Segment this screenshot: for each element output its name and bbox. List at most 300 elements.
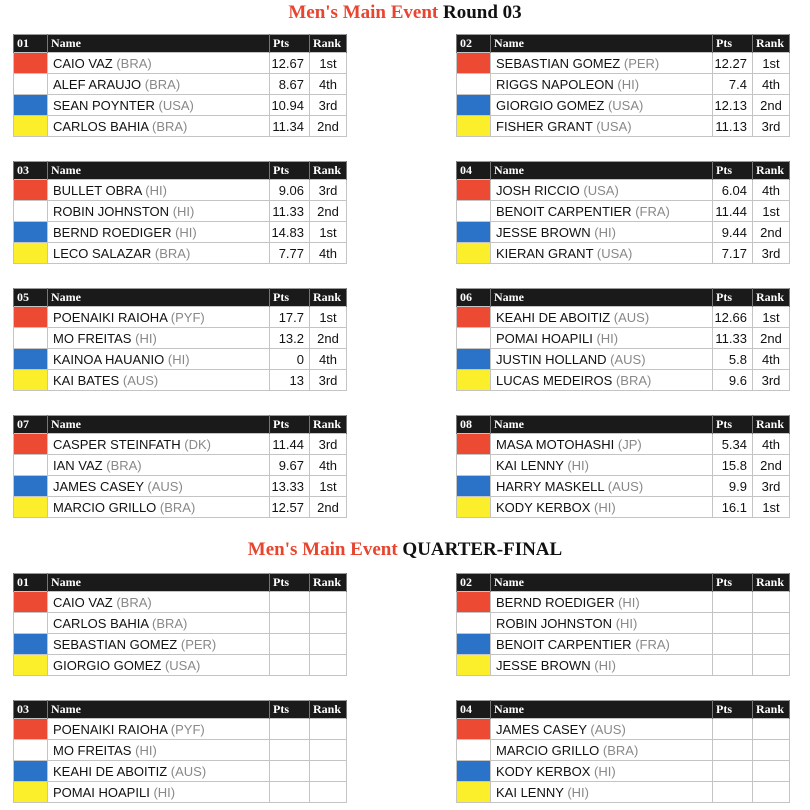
surfer-name-cell bbox=[491, 116, 713, 137]
surfer-points bbox=[713, 782, 753, 803]
surfer-row bbox=[457, 201, 790, 222]
surfer-country: (USA) bbox=[164, 657, 201, 673]
surfer-name: JOSH RICCIO bbox=[496, 182, 580, 198]
surfer-rank: 2nd bbox=[753, 222, 790, 243]
pts-column-header: Pts bbox=[713, 416, 753, 434]
surfer-name-cell bbox=[48, 53, 270, 74]
surfer-name: SEBASTIAN GOMEZ bbox=[496, 55, 621, 71]
pts-column-header: Pts bbox=[270, 416, 310, 434]
jersey-color-swatch bbox=[14, 634, 48, 655]
jersey-color-swatch bbox=[14, 74, 48, 95]
surfer-name: RIGGS NAPOLEON bbox=[496, 76, 614, 92]
surfer-row bbox=[457, 370, 790, 391]
jersey-color-swatch bbox=[457, 116, 491, 137]
jersey-color-swatch bbox=[457, 761, 491, 782]
surfer-name-cell bbox=[491, 53, 713, 74]
surfer-rank: 4th bbox=[310, 349, 347, 370]
surfer-name-cell bbox=[491, 95, 713, 116]
name-column-header: Name bbox=[48, 574, 270, 592]
surfer-points: 9.67 bbox=[270, 455, 310, 476]
heat-table bbox=[456, 161, 790, 264]
pts-column-header: Pts bbox=[270, 289, 310, 307]
rank-column-header: Rank bbox=[753, 416, 790, 434]
surfer-rank: 3rd bbox=[310, 95, 347, 116]
surfer-country: (PER) bbox=[180, 636, 217, 652]
heat-table bbox=[456, 573, 790, 676]
surfer-name-cell bbox=[48, 497, 270, 518]
rank-column-header: Rank bbox=[310, 162, 347, 180]
surfer-rank bbox=[753, 782, 790, 803]
heat-number: 05 bbox=[14, 289, 48, 307]
jersey-color-swatch bbox=[14, 782, 48, 803]
surfer-rank: 1st bbox=[753, 201, 790, 222]
heat-header-row bbox=[457, 289, 790, 307]
surfer-name: CASPER STEINFATH bbox=[53, 436, 181, 452]
surfer-name: LUCAS MEDEIROS bbox=[496, 372, 613, 388]
surfer-country: (FRA) bbox=[635, 203, 670, 219]
surfer-row bbox=[457, 592, 790, 613]
surfer-name: POMAI HOAPILI bbox=[53, 784, 150, 800]
surfer-rank bbox=[310, 613, 347, 634]
jersey-color-swatch bbox=[457, 476, 491, 497]
heat-number: 03 bbox=[14, 701, 48, 719]
surfer-country: (HI) bbox=[594, 657, 616, 673]
surfer-points: 11.13 bbox=[713, 116, 753, 137]
surfer-points bbox=[270, 761, 310, 782]
jersey-color-swatch bbox=[14, 719, 48, 740]
surfer-rank bbox=[753, 613, 790, 634]
jersey-color-swatch bbox=[457, 497, 491, 518]
surfer-row bbox=[457, 349, 790, 370]
surfer-row bbox=[14, 634, 347, 655]
surfer-name-cell bbox=[48, 349, 270, 370]
surfer-name: ROBIN JOHNSTON bbox=[496, 615, 613, 631]
surfer-name: MARCIO GRILLO bbox=[496, 742, 600, 758]
rank-column-header: Rank bbox=[753, 574, 790, 592]
heat-number: 01 bbox=[14, 35, 48, 53]
heat-table bbox=[456, 288, 790, 391]
heat-header-row bbox=[14, 416, 347, 434]
surfer-row bbox=[14, 592, 347, 613]
surfer-points bbox=[713, 634, 753, 655]
surfer-name-cell bbox=[491, 243, 713, 264]
surfer-points: 12.13 bbox=[713, 95, 753, 116]
heat-header-row bbox=[14, 574, 347, 592]
surfer-points: 14.83 bbox=[270, 222, 310, 243]
surfer-name-cell bbox=[491, 740, 713, 761]
name-column-header: Name bbox=[491, 416, 713, 434]
heat-table bbox=[13, 161, 347, 264]
heat-header-row bbox=[14, 162, 347, 180]
surfer-country: (HI) bbox=[567, 784, 589, 800]
surfer-rank: 3rd bbox=[753, 243, 790, 264]
surfer-name: IAN VAZ bbox=[53, 457, 103, 473]
rank-column-header: Rank bbox=[310, 701, 347, 719]
surfer-row bbox=[457, 116, 790, 137]
surfer-name: JAMES CASEY bbox=[496, 721, 587, 737]
quarter-final-title-event: Men's Main Event bbox=[247, 539, 398, 560]
surfer-country: (BRA) bbox=[602, 742, 639, 758]
surfer-name: GIORGIO GOMEZ bbox=[496, 97, 605, 113]
surfer-points: 11.44 bbox=[270, 434, 310, 455]
pts-column-header: Pts bbox=[713, 701, 753, 719]
jersey-color-swatch bbox=[457, 349, 491, 370]
surfer-points: 11.34 bbox=[270, 116, 310, 137]
pts-column-header: Pts bbox=[713, 35, 753, 53]
surfer-country: (BRA) bbox=[152, 118, 188, 134]
surfer-points: 7.17 bbox=[713, 243, 753, 264]
surfer-country: (AUS) bbox=[122, 372, 159, 388]
surfer-name: KAINOA HAUANIO bbox=[53, 351, 165, 367]
surfer-rank bbox=[753, 655, 790, 676]
jersey-color-swatch bbox=[457, 782, 491, 803]
surfer-row bbox=[457, 328, 790, 349]
surfer-country: (BRA) bbox=[159, 499, 196, 515]
surfer-rank bbox=[753, 740, 790, 761]
jersey-color-swatch bbox=[457, 180, 491, 201]
surfer-points: 7.4 bbox=[713, 74, 753, 95]
surfer-name: BERND ROEDIGER bbox=[496, 594, 615, 610]
heat-table bbox=[13, 288, 347, 391]
surfer-points: 8.67 bbox=[270, 74, 310, 95]
surfer-name-cell bbox=[491, 497, 713, 518]
surfer-rank: 4th bbox=[753, 74, 790, 95]
surfer-country: (HI) bbox=[618, 594, 640, 610]
heat-number: 03 bbox=[14, 162, 48, 180]
surfer-name-cell bbox=[491, 455, 713, 476]
name-column-header: Name bbox=[491, 35, 713, 53]
surfer-name: BERND ROEDIGER bbox=[53, 224, 172, 240]
surfer-row bbox=[14, 497, 347, 518]
surfer-row bbox=[457, 634, 790, 655]
surfer-row bbox=[457, 476, 790, 497]
surfer-name-cell bbox=[48, 243, 270, 264]
surfer-points: 5.34 bbox=[713, 434, 753, 455]
surfer-row bbox=[14, 180, 347, 201]
surfer-name-cell bbox=[491, 328, 713, 349]
surfer-row bbox=[14, 476, 347, 497]
surfer-country: (BRA) bbox=[116, 55, 152, 71]
surfer-country: (HI) bbox=[594, 499, 616, 515]
surfer-country: (BRA) bbox=[116, 594, 152, 610]
surfer-row bbox=[457, 434, 790, 455]
surfer-row bbox=[457, 74, 790, 95]
rank-column-header: Rank bbox=[753, 289, 790, 307]
surfer-name-cell bbox=[491, 222, 713, 243]
surfer-rank bbox=[310, 634, 347, 655]
surfer-country: (BRA) bbox=[144, 76, 181, 92]
surfer-rank: 4th bbox=[310, 74, 347, 95]
surfer-country: (HI) bbox=[172, 203, 195, 219]
surfer-country: (HI) bbox=[594, 763, 616, 779]
surfer-row bbox=[14, 307, 347, 328]
surfer-name-cell bbox=[491, 761, 713, 782]
surfer-country: (AUS) bbox=[170, 763, 207, 779]
surfer-name: BENOIT CARPENTIER bbox=[496, 636, 632, 652]
surfer-rank: 4th bbox=[310, 455, 347, 476]
surfer-name-cell bbox=[48, 95, 270, 116]
jersey-color-swatch bbox=[457, 74, 491, 95]
surfer-row bbox=[14, 434, 347, 455]
surfer-row bbox=[14, 53, 347, 74]
surfer-row bbox=[457, 95, 790, 116]
surfer-country: (HI) bbox=[153, 784, 176, 800]
surfer-country: (HI) bbox=[615, 615, 638, 631]
name-column-header: Name bbox=[48, 701, 270, 719]
surfer-points: 9.9 bbox=[713, 476, 753, 497]
surfer-name-cell bbox=[491, 307, 713, 328]
heat-header-row bbox=[457, 35, 790, 53]
jersey-color-swatch bbox=[457, 370, 491, 391]
jersey-color-swatch bbox=[457, 95, 491, 116]
surfer-name-cell bbox=[491, 180, 713, 201]
surfer-row bbox=[457, 180, 790, 201]
heat-table bbox=[456, 700, 790, 803]
jersey-color-swatch bbox=[14, 434, 48, 455]
surfer-name: KAI BATES bbox=[53, 372, 120, 388]
name-column-header: Name bbox=[491, 289, 713, 307]
surfer-country: (AUS) bbox=[613, 309, 650, 325]
quarter-final-title bbox=[0, 539, 810, 561]
surfer-name-cell bbox=[48, 761, 270, 782]
surfer-name: MO FREITAS bbox=[53, 742, 132, 758]
jersey-color-swatch bbox=[14, 328, 48, 349]
jersey-color-swatch bbox=[14, 243, 48, 264]
surfer-name: KEAHI DE ABOITIZ bbox=[53, 763, 168, 779]
surfer-rank bbox=[753, 761, 790, 782]
surfer-points: 15.8 bbox=[713, 455, 753, 476]
surfer-country: (USA) bbox=[583, 182, 619, 198]
heat-number: 02 bbox=[457, 574, 491, 592]
jersey-color-swatch bbox=[14, 497, 48, 518]
surfer-rank: 1st bbox=[753, 53, 790, 74]
surfer-country: (HI) bbox=[145, 182, 167, 198]
surfer-name: JESSE BROWN bbox=[496, 224, 591, 240]
surfer-row bbox=[14, 74, 347, 95]
jersey-color-swatch bbox=[14, 761, 48, 782]
surfer-country: (PER) bbox=[623, 55, 660, 71]
surfer-row bbox=[457, 613, 790, 634]
surfer-points bbox=[270, 613, 310, 634]
jersey-color-swatch bbox=[457, 740, 491, 761]
rank-column-header: Rank bbox=[753, 701, 790, 719]
jersey-color-swatch bbox=[14, 655, 48, 676]
jersey-color-swatch bbox=[14, 455, 48, 476]
pts-column-header: Pts bbox=[713, 574, 753, 592]
jersey-color-swatch bbox=[457, 328, 491, 349]
surfer-name: KODY KERBOX bbox=[496, 763, 591, 779]
surfer-rank: 1st bbox=[310, 307, 347, 328]
surfer-name-cell bbox=[491, 613, 713, 634]
surfer-name: MO FREITAS bbox=[53, 330, 132, 346]
jersey-color-swatch bbox=[457, 655, 491, 676]
surfer-rank: 3rd bbox=[753, 116, 790, 137]
surfer-points: 12.67 bbox=[270, 53, 310, 74]
surfer-name-cell bbox=[48, 307, 270, 328]
surfer-country: (AUS) bbox=[610, 351, 646, 367]
surfer-country: (AUS) bbox=[607, 478, 644, 494]
surfer-name-cell bbox=[491, 634, 713, 655]
surfer-points: 5.8 bbox=[713, 349, 753, 370]
jersey-color-swatch bbox=[14, 370, 48, 391]
surfer-country: (AUS) bbox=[590, 721, 626, 737]
quarter-final-title-stage: QUARTER-FINAL bbox=[402, 539, 563, 560]
jersey-color-swatch bbox=[457, 53, 491, 74]
heat-header-row bbox=[457, 574, 790, 592]
heat-table bbox=[13, 700, 347, 803]
surfer-row bbox=[14, 95, 347, 116]
surfer-points bbox=[270, 782, 310, 803]
name-column-header: Name bbox=[48, 416, 270, 434]
surfer-name-cell bbox=[48, 74, 270, 95]
jersey-color-swatch bbox=[457, 719, 491, 740]
surfer-name: SEBASTIAN GOMEZ bbox=[53, 636, 178, 652]
surfer-rank: 2nd bbox=[310, 328, 347, 349]
surfer-rank bbox=[310, 592, 347, 613]
jersey-color-swatch bbox=[14, 95, 48, 116]
surfer-name: KIERAN GRANT bbox=[496, 245, 594, 261]
jersey-color-swatch bbox=[14, 349, 48, 370]
surfer-row bbox=[14, 761, 347, 782]
heat-number: 04 bbox=[457, 162, 491, 180]
surfer-name: KAI LENNY bbox=[496, 784, 564, 800]
name-column-header: Name bbox=[48, 35, 270, 53]
surfer-country: (HI) bbox=[617, 76, 640, 92]
jersey-color-swatch bbox=[14, 613, 48, 634]
surfer-points bbox=[713, 655, 753, 676]
surfer-rank: 3rd bbox=[753, 370, 790, 391]
surfer-name: GIORGIO GOMEZ bbox=[53, 657, 162, 673]
surfer-name: KODY KERBOX bbox=[496, 499, 591, 515]
rank-column-header: Rank bbox=[310, 35, 347, 53]
rank-column-header: Rank bbox=[310, 416, 347, 434]
surfer-points: 12.57 bbox=[270, 497, 310, 518]
surfer-row bbox=[457, 222, 790, 243]
round-title bbox=[0, 2, 810, 24]
surfer-name: ALEF ARAUJO bbox=[53, 76, 142, 92]
surfer-row bbox=[457, 655, 790, 676]
surfer-rank bbox=[310, 719, 347, 740]
jersey-color-swatch bbox=[14, 116, 48, 137]
heat-table bbox=[13, 573, 347, 676]
heat-number: 08 bbox=[457, 416, 491, 434]
surfer-points: 9.6 bbox=[713, 370, 753, 391]
surfer-name: KAI LENNY bbox=[496, 457, 564, 473]
surfer-country: (BRA) bbox=[106, 457, 142, 473]
surfer-name: POMAI HOAPILI bbox=[496, 330, 593, 346]
surfer-country: (BRA) bbox=[152, 615, 188, 631]
surfer-rank: 2nd bbox=[753, 455, 790, 476]
pts-column-header: Pts bbox=[270, 162, 310, 180]
surfer-points bbox=[270, 740, 310, 761]
surfer-name-cell bbox=[491, 370, 713, 391]
surfer-country: (USA) bbox=[596, 118, 632, 134]
surfer-name: CAIO VAZ bbox=[53, 55, 113, 71]
jersey-color-swatch bbox=[457, 201, 491, 222]
surfer-rank: 3rd bbox=[310, 180, 347, 201]
surfer-name-cell bbox=[48, 201, 270, 222]
jersey-color-swatch bbox=[14, 307, 48, 328]
surfer-name-cell bbox=[491, 476, 713, 497]
jersey-color-swatch bbox=[457, 434, 491, 455]
surfer-name: HARRY MASKELL bbox=[496, 478, 605, 494]
surfer-name-cell bbox=[48, 782, 270, 803]
surfer-rank bbox=[310, 740, 347, 761]
surfer-name-cell bbox=[48, 476, 270, 497]
heat-table bbox=[13, 415, 347, 518]
jersey-color-swatch bbox=[457, 307, 491, 328]
surfer-country: (HI) bbox=[596, 330, 619, 346]
jersey-color-swatch bbox=[14, 53, 48, 74]
surfer-country: (JP) bbox=[617, 436, 642, 452]
surfer-row bbox=[457, 719, 790, 740]
heat-header-row bbox=[14, 701, 347, 719]
surfer-name: BENOIT CARPENTIER bbox=[496, 203, 632, 219]
surfer-row bbox=[457, 497, 790, 518]
surfer-name: JESSE BROWN bbox=[496, 657, 591, 673]
jersey-color-swatch bbox=[457, 634, 491, 655]
surfer-rank: 4th bbox=[753, 434, 790, 455]
surfer-row bbox=[14, 740, 347, 761]
surfer-name: FISHER GRANT bbox=[496, 118, 593, 134]
jersey-color-swatch bbox=[457, 243, 491, 264]
surfer-name: POENAIKI RAIOHA bbox=[53, 721, 168, 737]
heat-number: 02 bbox=[457, 35, 491, 53]
surfer-row bbox=[457, 53, 790, 74]
name-column-header: Name bbox=[491, 701, 713, 719]
surfer-rank bbox=[310, 761, 347, 782]
surfer-country: (HI) bbox=[135, 330, 157, 346]
surfer-country: (BRA) bbox=[154, 245, 191, 261]
surfer-name-cell bbox=[491, 719, 713, 740]
surfer-row bbox=[14, 370, 347, 391]
surfer-points: 13.33 bbox=[270, 476, 310, 497]
jersey-color-swatch bbox=[14, 476, 48, 497]
surfer-points: 12.27 bbox=[713, 53, 753, 74]
surfer-name-cell bbox=[48, 592, 270, 613]
rank-column-header: Rank bbox=[753, 162, 790, 180]
surfer-row bbox=[457, 243, 790, 264]
surfer-rank: 1st bbox=[310, 53, 347, 74]
surfer-country: (FRA) bbox=[635, 636, 670, 652]
surfer-row bbox=[457, 307, 790, 328]
surfer-rank: 2nd bbox=[753, 328, 790, 349]
surfer-country: (HI) bbox=[594, 224, 616, 240]
surfer-points bbox=[713, 613, 753, 634]
heat-header-row bbox=[457, 162, 790, 180]
surfer-name-cell bbox=[491, 349, 713, 370]
heat-table bbox=[456, 415, 790, 518]
surfer-name-cell bbox=[48, 613, 270, 634]
surfer-points: 12.66 bbox=[713, 307, 753, 328]
surfer-row bbox=[14, 349, 347, 370]
surfer-points: 13 bbox=[270, 370, 310, 391]
surfer-row bbox=[14, 613, 347, 634]
jersey-color-swatch bbox=[457, 222, 491, 243]
surfer-row bbox=[14, 243, 347, 264]
surfer-name-cell bbox=[491, 201, 713, 222]
pts-column-header: Pts bbox=[713, 162, 753, 180]
surfer-name: CARLOS BAHIA bbox=[53, 118, 149, 134]
surfer-name: MASA MOTOHASHI bbox=[496, 436, 615, 452]
surfer-country: (HI) bbox=[167, 351, 190, 367]
jersey-color-swatch bbox=[14, 222, 48, 243]
surfer-name: MARCIO GRILLO bbox=[53, 499, 157, 515]
surfer-country: (PYF) bbox=[170, 721, 205, 737]
surfer-country: (USA) bbox=[607, 97, 644, 113]
surfer-points bbox=[713, 719, 753, 740]
surfer-name-cell bbox=[48, 434, 270, 455]
